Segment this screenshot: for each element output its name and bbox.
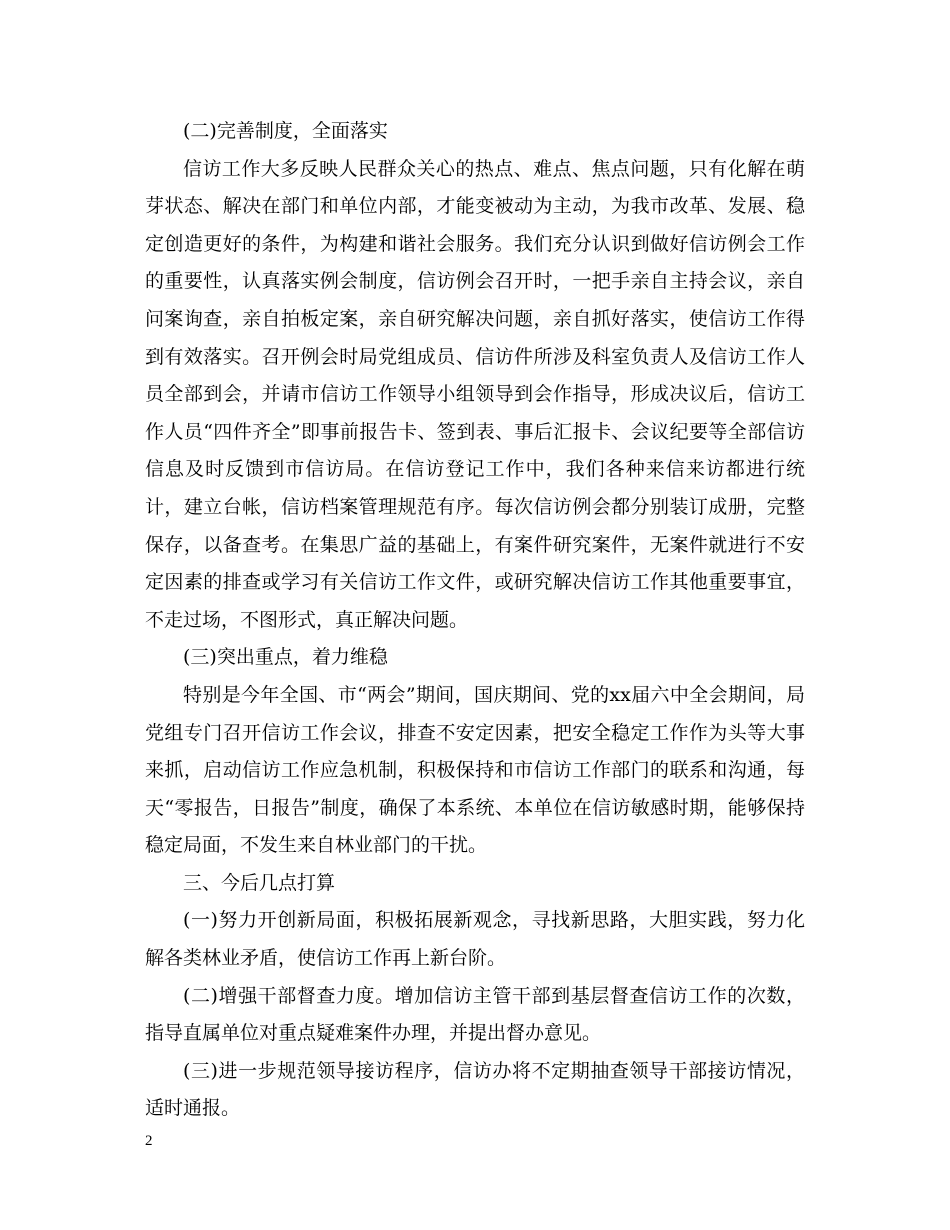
plan-item: (一)努力开创新局面，积极拓展新观念，寻找新思路，大胆实践，努力化解各类林业矛盾，使信访工作再上新台阶。 xyxy=(145,909,805,970)
body-paragraph: 信访工作大多反映人民群众关心的热点、难点、焦点问题，只有化解在萌芽状态、解决在部门和单位内部，才能变被动为主动，为我市改革、发展、稳定创造更好的条件，为构建和谐社会服务。我们充分认识到做好信访例会工作的重要性，认真落实例会制度，信访例会召开时，一把手亲自主持会议，亲自问案询查，亲自拍板定案，亲自研究解决问题，亲自抓好落实，使信访工作得到有效落实。召开例会时局党组成员、信访件所涉及科室负责人及信访工作人员全部到会，并请市信访工作领导小组领导到会作指导，形成决议后，信访工作人员“四件齐全”即事前报告卡、签到表、事后汇报卡、会议纪要等全部信访信息及时反馈到市信访局。在信访登记工作中，我们各种来信来访都进行统计，建立台帐，信访档案管理规范有序。每次信访例会都分别装订成册，完整保存，以备查考。在集思广益的基础上，有案件研究案件，无案件就进行不安定因素的排查或学习有关信访工作文件，或研究解决信访工作其他重要事宜，不走过场，不图形式，真正解决问题。 xyxy=(145,157,805,631)
body-paragraph: 特别是今年全国、市“两会”期间，国庆期间、党的xx届六中全会期间，局党组专门召开信访工作会议，排查不安定因素，把安全稳定工作作为头等大事来抓，启动信访工作应急机制，积极保持和市信访工作部门的联系和沟通，每天“零报告，日报告”制度，确保了本系统、本单位在信访敏感时期，能够保持稳定局面，不发生来自林业部门的干扰。 xyxy=(145,683,805,857)
section-heading-future-plans: 三、今后几点打算 xyxy=(183,871,336,894)
section-heading-improve-system: (二)完善制度，全面落实 xyxy=(183,120,388,142)
plan-item: (三)进一步规范领导接访程序，信访办将不定期抽查领导干部接访情况，适时通报。 xyxy=(145,1059,805,1120)
plan-item: (二)增强干部督查力度。增加信访主管干部到基层督查信访工作的次数，指导直属单位对重点疑难案件办理，并提出督办意见。 xyxy=(145,984,805,1045)
page-number: 2 xyxy=(145,1133,153,1149)
document-body xyxy=(145,113,805,1128)
section-heading-stability: (三)突出重点，着力维稳 xyxy=(183,646,388,669)
